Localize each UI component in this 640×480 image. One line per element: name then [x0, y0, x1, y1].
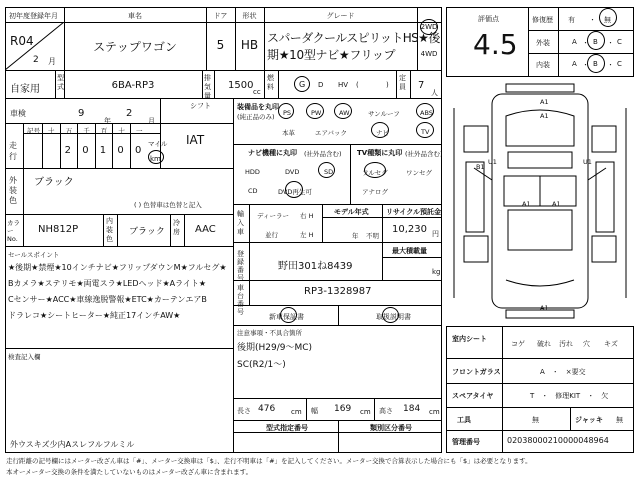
odometer-cell-divider — [42, 123, 43, 168]
equip-circle — [334, 103, 352, 119]
divider — [410, 70, 411, 98]
score-label: 評価点 — [478, 15, 499, 23]
shape-label: 形状 — [242, 12, 257, 20]
inspection-month: 2 — [126, 108, 133, 119]
inspection-label: 車検 — [10, 109, 26, 118]
chassis-label: 車台番号 — [237, 284, 244, 316]
tv-title: TV種類に丸印 — [357, 149, 403, 157]
divider — [322, 204, 323, 242]
import-dealer: ディーラー — [257, 212, 289, 220]
divider — [5, 22, 442, 23]
footer-line: 本オーメーター交換の条件を満たしていないものはメーター改ざん車に含まれます。 — [6, 468, 253, 476]
jack-label: ジャッキ — [575, 416, 603, 424]
exterior-circle — [587, 31, 605, 50]
divider — [233, 204, 442, 205]
equip-sunroof: サンルーフ — [368, 110, 400, 118]
exterior-color: ブラック — [34, 177, 74, 188]
divider — [528, 53, 634, 54]
divider — [570, 407, 571, 430]
width-value: 169 — [334, 404, 352, 414]
width-unit: cm — [360, 408, 371, 416]
divider — [528, 7, 529, 77]
divider — [338, 420, 339, 453]
notes-line: SC(R2/1〜) — [237, 360, 286, 370]
displacement-label: 排気量 — [204, 74, 211, 100]
new-warranty: 新車保証書 — [269, 313, 304, 321]
odometer-digit: 2 — [64, 145, 71, 156]
shift-value: IAT — [186, 133, 205, 147]
import-label: 輸入車 — [237, 210, 244, 236]
divider — [446, 383, 634, 384]
fuel-paren-open: ( — [356, 81, 359, 89]
divider — [5, 246, 233, 247]
equip-circle — [416, 103, 434, 119]
registration-label: 登録番号 — [237, 250, 244, 282]
import-left: 左 H — [300, 231, 314, 239]
notes-line: 後期(H29/9〜MC) — [237, 343, 313, 353]
doc-circle — [280, 307, 297, 323]
divider — [233, 280, 442, 281]
equip-tv: TV — [421, 128, 430, 136]
equip-circle — [416, 122, 434, 138]
grade-line2: 期★10型ナビ★フリップ — [267, 48, 396, 62]
odometer-digit: 0 — [82, 145, 89, 156]
odometer-unit: 十 — [48, 127, 55, 135]
divider — [396, 70, 397, 98]
divider — [350, 144, 351, 204]
tv-circle — [364, 162, 386, 178]
navi-sub: (社外品含む) — [304, 150, 342, 158]
divider — [249, 242, 250, 305]
divider — [306, 398, 307, 420]
seat-item: キズ — [604, 340, 618, 348]
shift-label: シフト — [190, 102, 211, 110]
ac-value: AAC — [195, 224, 216, 235]
navi-circle — [285, 181, 303, 198]
registration-number: 野田301ね8439 — [278, 261, 353, 272]
divider — [382, 204, 383, 242]
notes-label: 注意事項・不具合箇所 — [237, 329, 302, 337]
divider — [322, 217, 442, 218]
mgmt-label: 管理番号 — [452, 438, 480, 446]
repair-circle — [599, 8, 617, 27]
interior-c: C — [617, 60, 622, 68]
divider — [5, 214, 233, 215]
divider — [502, 326, 503, 453]
mileage-label: 走行 — [9, 141, 17, 161]
exterior-b: B — [593, 38, 598, 46]
divider — [55, 70, 56, 98]
divider — [233, 325, 442, 326]
shape-value: HB — [240, 38, 259, 52]
exterior-label: 外装色 — [9, 176, 17, 205]
divider — [117, 214, 118, 246]
mileage-symbol-label: 記号 — [27, 127, 40, 135]
model-year-unit: 年 — [352, 232, 359, 240]
interior-label: 内装 — [536, 61, 550, 69]
first-reg-label: 初年度登録年月 — [9, 12, 58, 20]
equip-ps: PS — [283, 109, 292, 117]
manual: 取扱説明書 — [376, 313, 411, 321]
doors-label: ドア — [213, 12, 228, 20]
exterior-sep: ・ — [607, 39, 614, 47]
odometer-unit: 十 — [118, 127, 125, 135]
repair-option-sep: ・ — [589, 16, 596, 24]
divider — [214, 70, 215, 98]
seat-item: 汚れ — [559, 340, 573, 348]
sales-point-line: ★後期★禁煙★10インチナビ★フリップダウンM★フルセグ★ — [8, 263, 227, 272]
seat-label: 室内シート — [452, 335, 487, 343]
divider — [382, 242, 383, 280]
odometer-unit: 一 — [136, 127, 143, 135]
fuel-paren-close: ) — [386, 81, 389, 89]
first-reg-month: 2 — [33, 55, 39, 65]
divider — [5, 98, 442, 99]
divider — [374, 398, 375, 420]
displacement-value: 1500 — [228, 80, 254, 91]
divider — [184, 214, 185, 246]
fuel-circle — [294, 76, 310, 92]
interior-color: ブラック — [129, 227, 165, 237]
length-label: 長さ — [237, 407, 251, 415]
mgmt-number: 02038000210000048964 — [507, 436, 609, 445]
sales-point-line: ドラレコ★シートヒーター★純正17インチAW★ — [8, 311, 181, 320]
seat-item: 破れ — [537, 340, 551, 348]
glass-value: A ・ ×要交 — [540, 368, 586, 376]
damage-mark: B1 — [476, 163, 485, 171]
first-reg-month-unit: 月 — [48, 57, 56, 66]
equip-aw: AW — [339, 109, 350, 117]
grade-label: グレード — [326, 12, 355, 20]
ac-label: 冷房 — [173, 219, 180, 236]
damage-mark: U1 — [488, 158, 497, 166]
class-no-label: 類別区分番号 — [370, 424, 412, 432]
divider — [23, 214, 24, 246]
equip-abs: ABS — [420, 109, 433, 117]
equipment-title: 装備品を丸印 — [237, 103, 279, 111]
recycle-amount: 10,230 — [392, 224, 427, 235]
seat-item: 穴 — [583, 340, 590, 348]
equipment-sub: (純正品のみ) — [237, 113, 275, 121]
navi-circle — [318, 162, 335, 178]
inspector-label: 検査記入欄 — [8, 353, 41, 361]
model-year-unknown: 不明 — [366, 232, 379, 240]
fuel-option-d: D — [318, 81, 324, 89]
fuel-option-g: G — [299, 80, 306, 89]
divider — [264, 70, 265, 98]
divider — [23, 123, 24, 168]
first-reg-era: R04 — [10, 34, 34, 48]
divider — [233, 144, 442, 145]
odometer-unit: 百 — [100, 127, 108, 135]
inspection-year: 9 — [78, 108, 85, 119]
navi-title: ナビ機種に丸印 — [248, 149, 297, 157]
interior-color-label: 内装色 — [106, 217, 113, 243]
exterior-label: 外装 — [536, 39, 550, 47]
height-value: 184 — [403, 404, 421, 414]
max-load-label: 最大積載量 — [392, 247, 427, 255]
footer-line: 走行距離の記号欄にはメーター改ざん車は「#」、メーター交換車は「$」、走行不明車は「#」を記入してください。メーター交換で合算表示した場合にも「$」は必要となります。 — [6, 457, 532, 465]
tools-value: 無 — [532, 416, 539, 424]
divider — [5, 70, 442, 71]
model-no-label: 型式指定番号 — [266, 424, 308, 432]
chassis-number: RP3-1328987 — [304, 286, 372, 297]
damage-mark: A1 — [540, 98, 549, 106]
length-value: 476 — [258, 404, 276, 414]
equip-pw: PW — [311, 109, 322, 117]
displacement-unit: cc — [253, 88, 261, 96]
damage-mark: A1 — [552, 200, 561, 208]
navi-sd: SD — [324, 168, 334, 176]
divider — [23, 168, 24, 214]
divider — [249, 204, 250, 242]
interior-b: B — [593, 60, 598, 68]
recycle-unit: 円 — [432, 230, 439, 238]
divider — [202, 70, 203, 98]
odometer-digit: 0 — [135, 145, 142, 156]
color-no-label: カラーNo. — [7, 219, 20, 243]
drive-2wd: 2WD — [420, 23, 438, 31]
divider — [5, 123, 233, 124]
fuel-label: 燃料 — [267, 74, 274, 91]
divider — [446, 430, 634, 431]
seat-item: コゲ — [511, 340, 525, 348]
odometer-cell-divider — [95, 123, 96, 168]
doors-value: 5 — [216, 38, 225, 52]
width-label: 幅 — [311, 407, 318, 415]
odometer-cell-divider — [60, 123, 61, 168]
divider — [382, 257, 442, 258]
model-value: 6BA-RP3 — [111, 80, 155, 91]
grade-line1: スパーダクールスピリットHS★後 — [267, 31, 440, 45]
car-name-label: 車名 — [128, 12, 142, 20]
model-label: 型式 — [57, 74, 64, 91]
import-right: 右 H — [300, 212, 314, 220]
repair-label: 修復歴 — [532, 16, 553, 24]
divider — [233, 398, 442, 399]
inspector-note: 外ウスキズ少内Aスレフルフルミル — [10, 440, 135, 449]
spare-value: T ・ 修理KIT ・ 欠 — [530, 392, 609, 400]
damage-mark: A1 — [522, 200, 531, 208]
divider — [446, 407, 634, 408]
car-name: ステップワゴン — [93, 40, 177, 54]
length-unit: cm — [291, 408, 302, 416]
tv-sub: (社外品含む) — [405, 150, 443, 158]
odometer-cell-divider — [112, 123, 113, 168]
tv-analog: アナログ — [362, 188, 388, 196]
inspection-month-unit: 月 — [148, 117, 155, 125]
odometer-cell-divider — [130, 123, 131, 168]
divider — [278, 70, 279, 98]
model-year-label: モデル年式 — [334, 208, 369, 216]
exterior-c: C — [617, 38, 622, 46]
divider — [103, 214, 104, 246]
height-label: 高さ — [379, 407, 393, 415]
doc-circle — [382, 307, 399, 323]
color-no: NH812P — [38, 224, 79, 235]
divider — [558, 7, 559, 77]
damage-mark: A1 — [540, 304, 549, 312]
navi-cd: CD — [248, 187, 258, 195]
equip-navi: ナビ — [376, 129, 389, 137]
drive-4wd: 4WD — [420, 50, 438, 58]
odometer-digit: 1 — [99, 145, 107, 156]
equip-leather: 本革 — [282, 129, 295, 137]
mileage-mile: マイル — [148, 140, 168, 148]
equip-circle — [306, 103, 324, 119]
import-parallel: 並行 — [265, 231, 278, 239]
equip-airbag: エアバック — [315, 129, 347, 137]
height-unit: cm — [429, 408, 440, 416]
exterior-note: ( ) 色替車は色替と記入 — [134, 201, 202, 209]
sales-point-line: Bカメラ★ステリモ★両電スラ★LEDヘッド★Aライト★ — [8, 279, 207, 288]
jack-value: 無 — [616, 416, 623, 424]
capacity-label: 定員 — [399, 74, 406, 91]
score-value: 4.5 — [473, 28, 518, 61]
interior-sep: ・ — [607, 61, 614, 69]
navi-hdd: HDD — [245, 168, 260, 176]
divider — [170, 214, 171, 246]
odometer-unit: 万 — [65, 127, 73, 135]
divider — [338, 305, 339, 325]
exterior-sep: ・ — [582, 39, 589, 47]
sales-points-label: セールスポイント — [8, 251, 60, 259]
navi-dvd: DVD — [285, 168, 300, 176]
glass-label: フロントガラス — [452, 368, 501, 376]
divider — [528, 30, 634, 31]
mileage-km: km — [150, 155, 161, 163]
use-value: 自家用 — [10, 84, 40, 95]
inspection-year-unit: 年 — [104, 117, 111, 125]
damage-mark: U1 — [583, 158, 592, 166]
interior-circle — [587, 54, 605, 73]
repair-option-yes: 有 — [568, 16, 575, 24]
capacity-unit: 人 — [431, 89, 438, 97]
capacity-value: 7 — [418, 80, 425, 91]
divider — [5, 168, 233, 169]
spare-label: スペアタイヤ — [452, 392, 494, 400]
max-load-unit: kg — [432, 268, 441, 276]
divider — [5, 348, 233, 349]
tv-fullseg: フルセグ — [362, 169, 388, 177]
interior-a: A — [572, 60, 577, 68]
tv-oneseg: ワンセグ — [406, 169, 432, 177]
sales-point-line: Cセンサー★ACC★車線逸脱警報★ETC★カーテンエアB — [8, 295, 207, 304]
equip-circle — [278, 103, 294, 119]
equip-circle — [371, 122, 389, 138]
repair-option-no: 無 — [604, 16, 611, 24]
exterior-a: A — [572, 38, 577, 46]
km-circle — [148, 150, 164, 164]
odometer-digit: 0 — [117, 145, 124, 156]
recycle-label: リサイクル預託金 — [386, 208, 442, 216]
divider — [446, 358, 634, 359]
damage-mark: A1 — [540, 112, 549, 120]
tools-label: 工具 — [457, 416, 471, 424]
interior-sep: ・ — [582, 61, 589, 69]
divider — [233, 242, 442, 243]
fuel-option-hv: HV — [338, 81, 349, 89]
divider — [233, 98, 234, 453]
odometer-unit: 千 — [83, 127, 90, 135]
odometer-cell-divider — [77, 123, 78, 168]
navi-dvd-play: DVD再生可 — [278, 188, 312, 196]
